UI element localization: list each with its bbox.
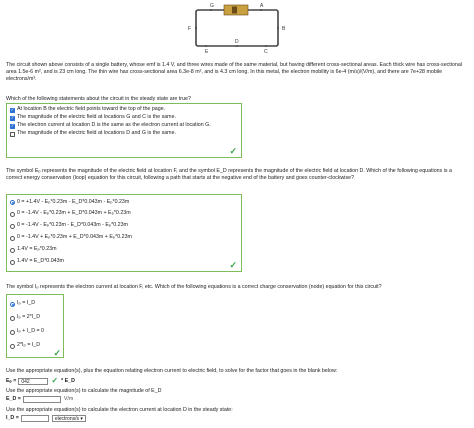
point-d	[236, 45, 238, 47]
q6-prompt: Use the appropriate equation(s) to calculate the electron current at location D in the steady state:	[6, 407, 233, 413]
q6-unit-select[interactable]	[52, 415, 86, 422]
point-b	[277, 27, 279, 29]
q1-option-label: The magnitude of the electric field at locations D and G is the same.	[17, 130, 176, 137]
battery-terminal	[232, 7, 237, 14]
checkbox-unchecked[interactable]	[10, 132, 15, 137]
q2-option-label: 0 = +1.4V - Eₚ*0.23m - E_D*0.043m - Eₚ*0.23m	[17, 198, 130, 205]
radio-unselected[interactable]	[10, 236, 15, 241]
radio-selected[interactable]	[10, 302, 15, 307]
q2-options-box	[6, 194, 242, 272]
q2-option-label: 0 = -1.4V - Eₚ*0.23m + E_D*0.043m + Eₚ*0.23m	[17, 210, 131, 217]
radio-unselected[interactable]	[10, 330, 15, 335]
point-c	[265, 45, 267, 47]
label-c: C	[264, 49, 268, 54]
point-a	[260, 9, 262, 11]
q2-option-label: 1.4V = E_D*0.043m	[17, 258, 64, 265]
q4-lhs: Eₚ =	[6, 377, 17, 384]
q4-input[interactable]: 042	[18, 378, 48, 385]
q2-option-label: 1.4V = Eₚ*0.23m	[17, 246, 57, 253]
label-a: A	[260, 3, 264, 9]
point-e	[205, 45, 207, 47]
q1-option[interactable]	[7, 106, 241, 114]
q5-lhs: E_D =	[6, 396, 21, 402]
radio-selected[interactable]	[10, 200, 15, 205]
q2-option[interactable]	[7, 220, 241, 232]
q2-option[interactable]	[7, 208, 241, 220]
checkbox-checked[interactable]: ✓	[10, 106, 15, 112]
checkbox-checked[interactable]: ✓	[10, 122, 15, 128]
radio-unselected[interactable]	[10, 344, 15, 349]
q5-input[interactable]	[23, 396, 61, 403]
q1-prompt: Which of the following statements about the circuit in the steady state are true?	[6, 96, 191, 102]
label-f: F	[188, 26, 192, 32]
label-d: D	[235, 39, 239, 45]
q2-option-label: 0 = -1.4V + Eₚ*0.23m + E_D*0.043m + Eₚ*0.23m	[17, 234, 132, 241]
q4-rhs: * E_D	[61, 377, 75, 384]
q3-prompt: The symbol Iₚ represents the electron current at location F, etc. Which of the following equations is a correct charge conservation (node) equation for this circuit?	[6, 284, 382, 290]
q1-option[interactable]	[7, 114, 241, 122]
q1-option-label: At location B the electric field points toward the top of the page.	[17, 106, 166, 113]
q1-options-box	[6, 103, 242, 158]
chevron-down-icon: ▾	[80, 416, 83, 423]
label-e: E	[205, 49, 209, 54]
q3-option[interactable]	[7, 297, 63, 311]
radio-unselected[interactable]	[10, 224, 15, 229]
q3-option-label: Iₚ = I_D	[17, 300, 36, 307]
q5-answer-row	[6, 396, 73, 403]
q1-option[interactable]	[7, 130, 241, 138]
q1-option-label: The magnitude of the electric field at locations G and C is the same.	[17, 114, 176, 121]
point-g	[210, 9, 212, 11]
q6-lhs: I_D =	[6, 415, 19, 421]
correct-check-icon: ✓	[229, 145, 237, 156]
radio-unselected[interactable]	[10, 248, 15, 253]
q6-input[interactable]	[21, 415, 49, 422]
q3-option-label: Iₚ + I_D = 0	[17, 328, 45, 335]
correct-check-icon: ✓	[51, 376, 59, 385]
q2-prompt: The symbol Eₚ represents the magnitude of the electric field at location F, and the symbol E_D represents the magnitude of the electric field at location D. Which of the following equations is a correct energy conservation (loop) equation for this circuit, following a path that starts at the negative end of the battery and goes counter-clockwise?	[6, 168, 452, 182]
q3-option-label: Iₚ = 2*I_D	[17, 314, 41, 321]
radio-unselected[interactable]	[10, 260, 15, 265]
label-b: B	[282, 26, 286, 32]
checkbox-checked[interactable]: ✓	[10, 114, 15, 120]
q2-option[interactable]	[7, 197, 241, 208]
q4-answer-row	[6, 376, 75, 387]
q3-option[interactable]	[7, 311, 63, 325]
q4-prompt: Use the appropriate equation(s), plus the equation relating electron current to electric field, to solve for the factor that goes in the blank below:	[6, 368, 338, 374]
radio-unselected[interactable]	[10, 212, 15, 217]
correct-check-icon: ✓	[53, 347, 61, 358]
q2-option-label: 0 = -1.4V - Eₚ*0.23m - E_D*0.043m - Eₚ*0.23m	[17, 222, 128, 229]
q5-prompt: Use the appropriate equation(s) to calculate the magnitude of E_D	[6, 388, 162, 394]
q2-option[interactable]	[7, 244, 241, 256]
q3-option-label: 2*Iₚ = I_D	[17, 342, 41, 349]
correct-check-icon: ✓	[229, 259, 237, 270]
q5-unit: V/m	[63, 396, 74, 402]
q6-answer-row	[6, 415, 86, 422]
q1-option[interactable]	[7, 122, 241, 130]
q2-option[interactable]	[7, 232, 241, 244]
q1-option-label: The electron current at location D is the same as the electron current at location G.	[17, 122, 211, 129]
label-g: G	[210, 3, 214, 9]
circuit-diagram	[186, 2, 288, 54]
intro-text: The circuit shown above consists of a single battery, whose emf is 1.4 V, and three wires made of the same material, but having different cross-sectional areas. Each thick wire has cross-sectional area 1.5e-6 m², and is 23 cm long. The thin wire has cross-sectional area 6.3e-8 m², and is 4.3 cm long. In this metal, the electron mobility is 6e-4 (m/s)/(V/m), and there are 7e+28 mobile electrons/m³.	[6, 62, 462, 83]
q3-option[interactable]	[7, 325, 63, 339]
point-f	[195, 27, 197, 29]
q2-option[interactable]	[7, 256, 241, 268]
q3-options-box	[6, 294, 64, 358]
radio-unselected[interactable]	[10, 316, 15, 321]
q6-unit-label: electrons/s	[54, 416, 79, 423]
